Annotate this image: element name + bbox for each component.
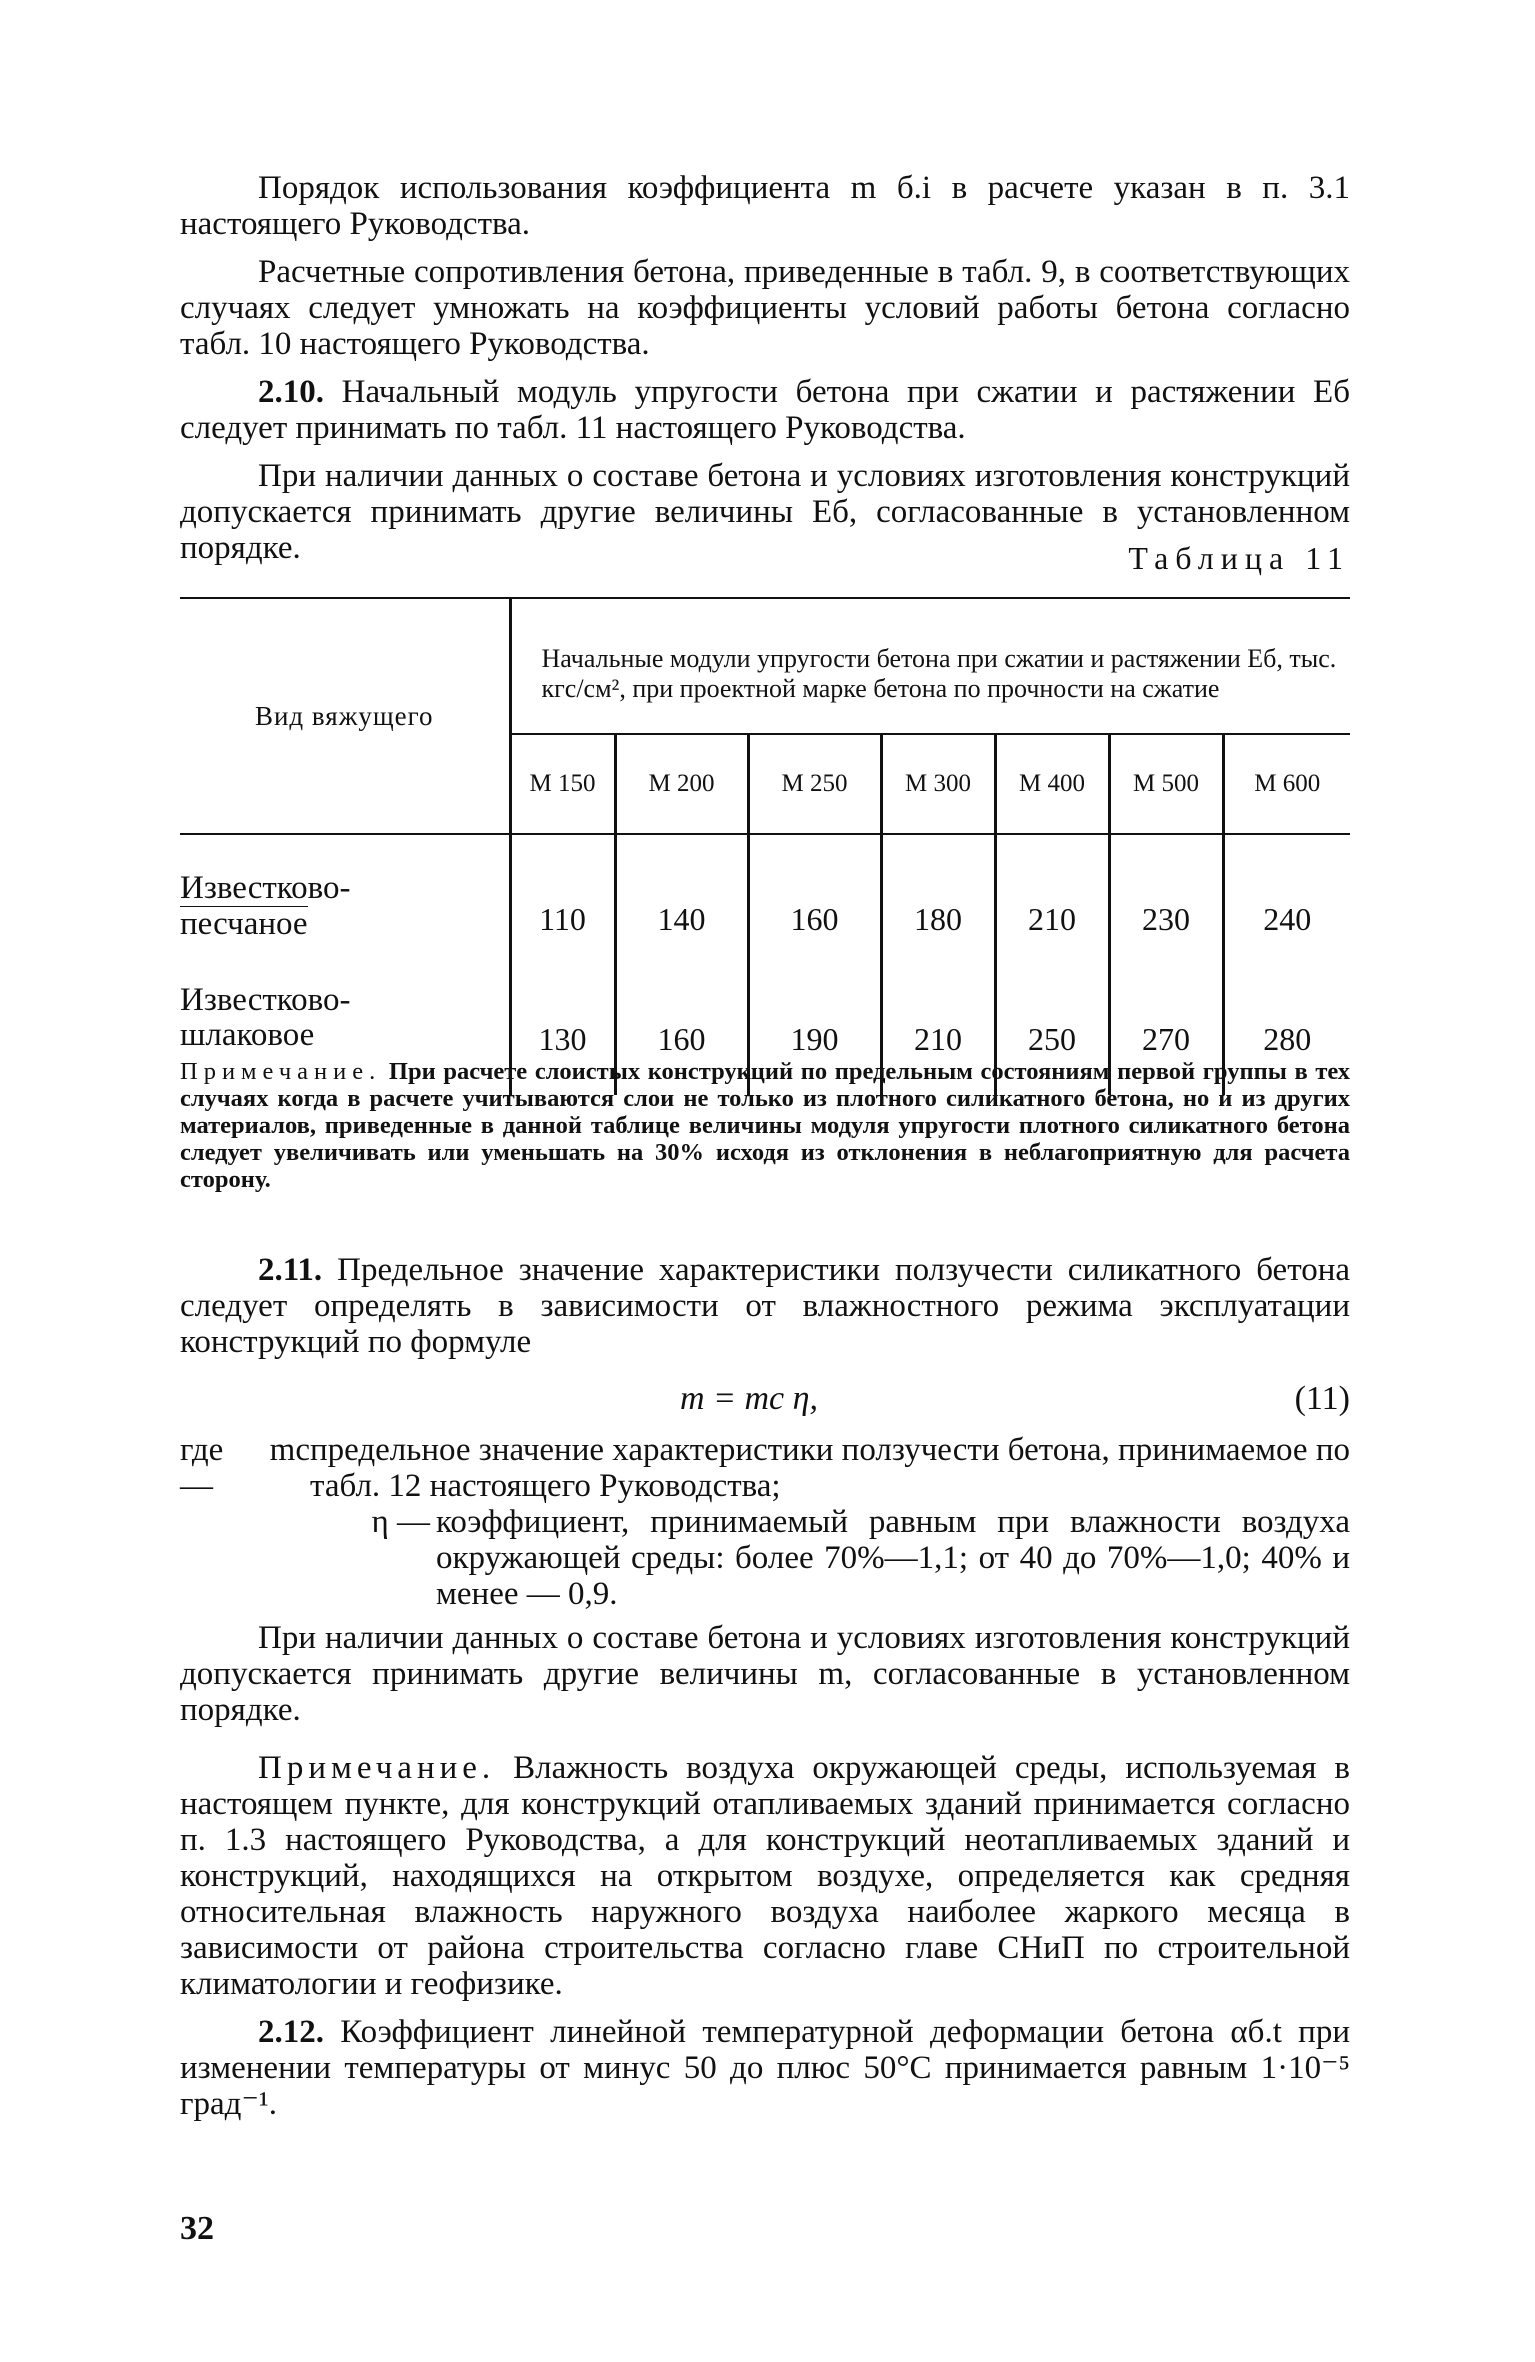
table-cell: 160: [748, 834, 881, 983]
table-cell: 180: [881, 834, 995, 983]
row-label-line2: песчаное: [180, 906, 308, 942]
table-cell: 160: [615, 983, 748, 1095]
grade-header: М 200: [615, 734, 748, 834]
paragraph-text: Коэффициент линейной температурной деформации бетона αб.t при изменении температуры от минус 50 до плюс 50°С принимается равным 1·10⁻⁵ град⁻¹.: [180, 2014, 1350, 2122]
section-number: 2.10.: [258, 374, 324, 410]
paragraph-text: Начальный модуль упругости бетона при сжатии и растяжении Eб следует принимать по табл. 11 настоящего Руководства.: [180, 374, 1351, 446]
section-number: 2.11.: [258, 1252, 323, 1288]
table-cell: 240: [1223, 834, 1350, 983]
table-cell: 190: [748, 983, 881, 1095]
definition-symbol: η —: [371, 1504, 430, 1540]
closing-text: [180, 1620, 1350, 2122]
table-cell: 210: [881, 983, 995, 1095]
definition-text: коэффициент, принимаемый равным при влажности воздуха окружающей среды: более 70%—1,1; от 40 до 70%—1,0; 40% и менее — 0,9.: [436, 1504, 1350, 1612]
paragraph-2-12: [180, 2014, 1350, 2122]
grade-header: М 600: [1223, 734, 1350, 834]
table-cell: 230: [1109, 834, 1223, 983]
paragraph-coefficient-usage: Порядок использования коэффициента m б.i в расчете указан в п. 3.1 настоящего Руководства.: [180, 170, 1350, 242]
note-label: Примечание.: [180, 1058, 382, 1085]
table-cell: 280: [1223, 983, 1350, 1095]
definition-mc: [180, 1432, 1350, 1504]
paragraph-2-10: [180, 374, 1350, 446]
row-label-line2: шлаковое: [180, 1017, 315, 1053]
definition-symbol: где mс —: [180, 1432, 310, 1504]
paragraph-text: Предельное значение характеристики ползучести силикатного бетона следует определять в зависимости от влажностного режима эксплуатации конструкций по формуле: [180, 1252, 1351, 1360]
paragraph-other-creep: При наличии данных о составе бетона и условиях изготовления конструкций допускается принимать другие величины m, согласованные в установленном порядке.: [180, 1620, 1350, 1728]
column-header-binder: Вид вяжущего: [180, 598, 510, 834]
formula-expression: m = mс η,: [680, 1380, 819, 1417]
table-cell: 250: [995, 983, 1109, 1095]
paragraph-2-11: [180, 1252, 1350, 1360]
table-row: [180, 834, 1350, 983]
table-cell: 110: [539, 900, 586, 937]
grade-header: М 150: [510, 734, 615, 834]
note-text: Влажность воздуха окружающей среды, используемая в настоящем пункте, для конструкций отапливаемых зданий принимается согласно п. 1.3 настоящего Руководства, а для конструкций неотапливаемых зданий и конструкций, находящихся на открытом воздухе, определяется как средняя относительная влажность наружного воздуха наиболее жаркого месяца в зависимости от района строительства согласно главе СНиП по строительной климатологии и геофизике.: [180, 1750, 1351, 2002]
grade-header: М 300: [881, 734, 995, 834]
grade-header: М 400: [995, 734, 1109, 834]
column-header-modulus: Начальные модули упругости бетона при сжатии и растяжении Eб, тыс. кгс/см², при проектной марке бетона по прочности на сжатие: [510, 598, 1350, 734]
intro-text: [180, 170, 1350, 566]
grade-header: М 500: [1109, 734, 1223, 834]
row-label: [180, 834, 510, 983]
paragraph-design-resistance: Расчетные сопротивления бетона, приведенные в табл. 9, в соответствующих случаях следует умножать на коэффициенты условий работы бетона согласно табл. 10 настоящего Руководства.: [180, 254, 1350, 362]
table-cell: 270: [1109, 983, 1223, 1095]
definition-eta: [180, 1504, 1350, 1612]
row-label-line1: Известково-: [180, 982, 351, 1018]
grade-header: М 250: [748, 734, 881, 834]
table-note: [180, 1058, 1350, 1193]
page-number: 32: [180, 2210, 214, 2247]
formula-number: (11): [1294, 1380, 1350, 1417]
section-number: 2.12.: [258, 2014, 324, 2050]
section-2-11: [180, 1252, 1350, 1360]
table-cell: 130: [538, 1020, 587, 1057]
note-label: Примечание.: [258, 1750, 496, 1786]
definition-text: предельное значение характеристики ползучести бетона, принимаемое по табл. 12 настоящего Руководства;: [310, 1432, 1350, 1504]
row-label-line1: Известково-: [180, 870, 351, 906]
note-text: При расчете слоистых конструкций по предельным состояниям первой группы в тех случаях когда в расчете учитываются слои не только из плотного силикатного бетона, но и из других материалов, приведенные в данной таблице величины модуля упругости плотного силикатного бетона следует увеличивать или уменьшать на 30% исходя из отклонения в неблагоприятную для расчета сторону.: [180, 1058, 1350, 1193]
formula-definitions: [180, 1432, 1350, 1612]
paragraph-other-values: При наличии данных о составе бетона и условиях изготовления конструкций допускается принимать другие величины Eб, согласованные в установленном порядке.: [180, 458, 1350, 566]
table-caption: Таблица 11: [1128, 540, 1350, 576]
paragraph-note-humidity: [180, 1750, 1350, 2002]
elastic-modulus-table: [180, 597, 1350, 1095]
table-cell: 210: [995, 834, 1109, 983]
table-cell: 140: [615, 834, 748, 983]
